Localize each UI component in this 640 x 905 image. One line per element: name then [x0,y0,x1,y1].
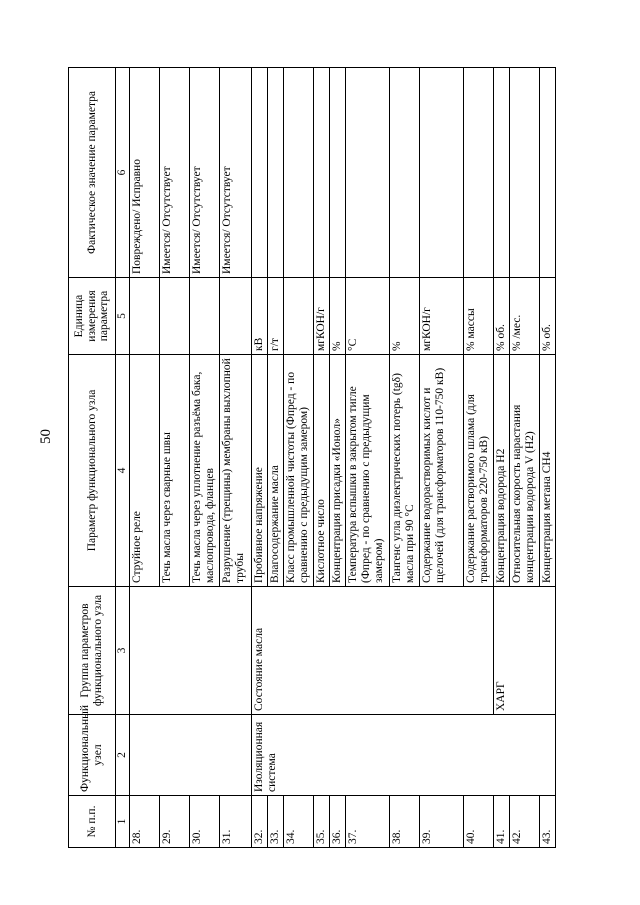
row-num: 29. [159,796,189,848]
table-row [251,68,267,848]
header-group: Группа параметров функционального узла [69,587,116,715]
row-unit: мгКОН/г [313,278,329,355]
group-cell-empty [129,587,251,715]
table-row [129,68,159,848]
row-value [389,68,419,278]
node-cell-empty [219,715,251,796]
row-value: Повреждено/ Исправно [129,68,159,278]
row-unit: % [389,278,419,355]
row-unit [283,278,313,355]
row-value [313,68,329,278]
col-number: 2 [116,715,130,796]
group-oil: Состояние масла [251,587,493,715]
header-unit: Единица измерения параметра [69,278,116,355]
col-number: 4 [116,355,130,587]
row-param: Течь масла через уплотнение разъёма бака, маслопровода, фланцев [189,355,219,587]
row-unit: кВ [251,278,267,355]
row-num: 31. [219,796,251,848]
row-value [251,68,267,278]
row-unit [219,278,251,355]
node-cell-empty [159,715,189,796]
row-unit: мгКОН/г [419,278,463,355]
row-param: Разрушение (трещины) мембраны выхлопной трубы [219,355,251,587]
row-value [539,68,555,278]
row-num: 36. [329,796,345,848]
row-value: Имеется/ Отсутствует [219,68,251,278]
row-unit: % /мес. [509,278,539,355]
row-value [283,68,313,278]
col-number: 5 [116,278,130,355]
row-param: Содержание растворимого шлама (для трансформаторов 220-750 кВ) [463,355,493,587]
row-value [493,68,509,278]
row-num: 38. [389,796,419,848]
row-param: Течь масла через сварные швы [159,355,189,587]
table-row [159,68,189,848]
row-num: 30. [189,796,219,848]
page-number: 50 [38,429,54,444]
row-value [345,68,389,278]
row-param: Содержание водорастворимых кислот и щелочей (для трансформаторов 110-750 кВ) [419,355,463,587]
row-num: 41. [493,796,509,848]
row-param: Струйное реле [129,355,159,587]
row-value: Имеется/ Отсутствует [189,68,219,278]
row-num: 42. [509,796,539,848]
header-param: Параметр функционального узла [69,355,116,587]
row-param: Кислотное число [313,355,329,587]
header-row [69,68,116,848]
row-value: Имеется/ Отсутствует [159,68,189,278]
row-unit: % массы [463,278,493,355]
col-number: 6 [116,68,130,278]
row-unit: % [329,278,345,355]
row-num: 39. [419,796,463,848]
row-unit: % об. [493,278,509,355]
row-unit [189,278,219,355]
row-unit [159,278,189,355]
parameters-table [68,67,556,848]
row-param: Концентрация метана СН4 [539,355,555,587]
row-unit: г/т [267,278,283,355]
row-value [267,68,283,278]
rotated-table-wrapper [68,68,602,848]
row-value [329,68,345,278]
row-param: Температура вспышки в закрытом тигле (Фпред - по сравнению с предыдущим замером) [345,355,389,587]
row-num: 28. [129,796,159,848]
row-value [509,68,539,278]
row-value [419,68,463,278]
row-num: 35. [313,796,329,848]
header-num: № п.п. [69,796,116,848]
row-param: Класс промышленной чистоты (Фпред - по сравнению с предыдущим замером) [283,355,313,587]
row-param: Относительная скорость нарастания концентрации водорода V (Н2) [509,355,539,587]
row-param: Пробивное напряжение [251,355,267,587]
group-harg: ХАРГ [493,587,555,715]
row-unit: °С [345,278,389,355]
row-num: 34. [283,796,313,848]
table-row [219,68,251,848]
row-value [463,68,493,278]
row-param: Тангенс угла диэлектрических потерь (tgδ) масла при 90 °С [389,355,419,587]
row-num: 43. [539,796,555,848]
row-unit: % об. [539,278,555,355]
row-num: 40. [463,796,493,848]
node-name: Изоляционная система [251,715,555,796]
node-cell-empty [189,715,219,796]
node-cell-empty [129,715,159,796]
row-param: Концентрация водорода Н2 [493,355,509,587]
row-num: 37. [345,796,389,848]
header-value: Фактическое значение параметра [69,68,116,278]
row-num: 33. [267,796,283,848]
row-num: 32. [251,796,267,848]
row-unit [129,278,159,355]
row-param: Влагосодержание масла [267,355,283,587]
col-number: 1 [116,796,130,848]
header-node: Функциональный узел [69,715,116,796]
column-numbers-row [116,68,130,848]
row-param: Концентрация присадки «Ионол» [329,355,345,587]
table-row [189,68,219,848]
col-number: 3 [116,587,130,715]
